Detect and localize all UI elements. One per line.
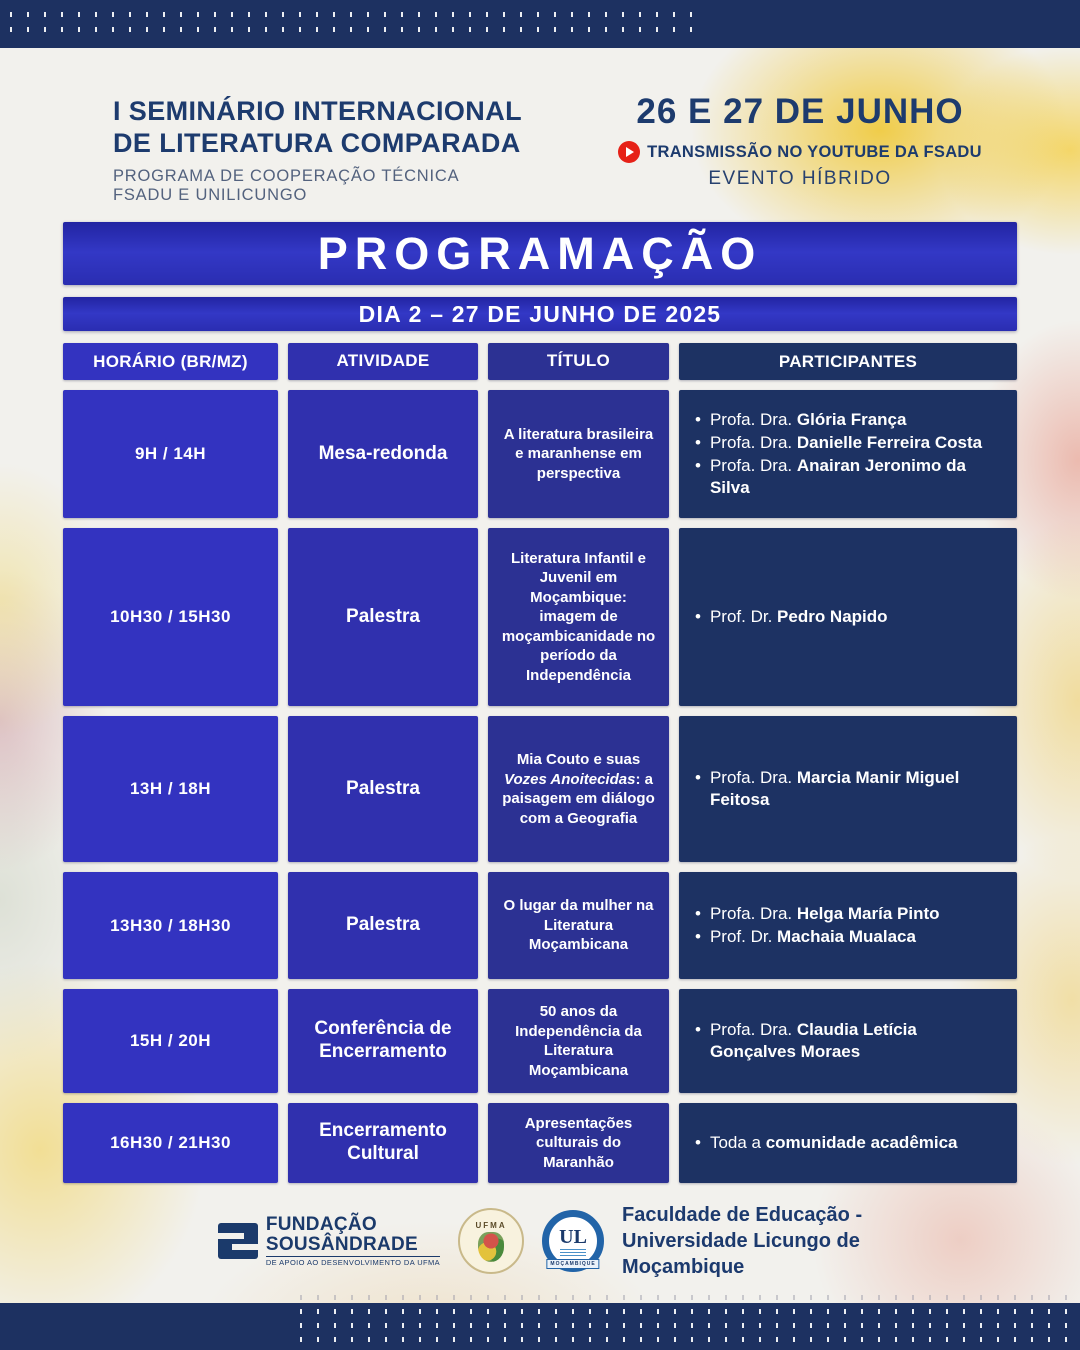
bullet-icon: • [695,432,701,452]
time-cell: 9H / 14H [63,390,278,518]
participants-cell [679,989,1017,1093]
bullet-icon: • [695,1132,701,1152]
table-row [63,1103,1017,1183]
bullet-icon: • [695,927,701,946]
dash-pattern [300,1323,1070,1328]
activity-cell: Conferência de Encerramento [288,989,478,1093]
event-subtitle-line2: FSADU E UNILICUNGO [113,186,308,205]
title-cell: Literatura Infantil e Juvenil em Moçambique: imagem de moçambicanidade no período da Independência [488,528,669,706]
fs-mark-icon [218,1223,258,1259]
title-cell: Mia Couto e suas Vozes Anoitecidas: a paisagem em diálogo com a Geografia [488,716,669,862]
participant-item: • Prof. Dr. Machaia Mualaca [695,926,940,948]
event-title-block [113,96,522,206]
faculty-line2: Universidade Licungo de [622,1230,860,1252]
col-header-atividade: ATIVIDADE [288,343,478,380]
event-date: 26 E 27 DE JUNHO [636,92,964,131]
participant-item: • Profa. Dra. Anairan Jeronimo da Silva [695,455,1001,499]
dash-pattern [10,27,700,32]
fs-name-line2: SOUSÂNDRADE [265,1233,419,1255]
participant-item: • Profa. Dra. Glória França [695,409,1001,431]
water-waves-icon [560,1249,586,1256]
ufma-crest-icon [478,1232,504,1262]
faculty-text [622,1202,862,1280]
fs-tagline: DE APOIO AO DESENVOLVIMENTO DA UFMA [265,1258,441,1268]
program-section [63,222,1017,1193]
participant-item: • Toda a comunidade acadêmica [695,1132,958,1154]
bullet-icon: • [695,456,701,475]
table-row [63,989,1017,1093]
bullet-icon: • [695,606,701,626]
footer-logos [0,1202,1080,1280]
dash-pattern [300,1337,1070,1342]
bullet-icon: • [695,767,701,787]
top-navy-bar [0,0,1080,48]
table-row [63,528,1017,706]
col-header-participantes: PARTICIPANTES [679,343,1017,380]
col-header-horario: HORÁRIO (BR/MZ) [63,343,278,380]
activity-cell: Encerramento Cultural [288,1103,478,1183]
faculty-line3: Moçambique [622,1256,745,1278]
ufma-seal-icon [458,1208,524,1274]
program-banner: PROGRAMAÇÃO [63,222,1017,285]
activity-cell: Palestra [288,872,478,979]
table-header-row [63,343,1017,380]
participant-item: • Profa. Dra. Marcia Manir Miguel Feitosa [695,767,1001,811]
time-cell: 15H / 20H [63,989,278,1093]
event-title-line1: I SEMINÁRIO INTERNACIONAL [113,96,523,126]
transmission-text: TRANSMISSÃO NO YOUTUBE DA FSADU [647,142,982,161]
event-date-block [588,92,1012,190]
time-cell: 13H30 / 18H30 [63,872,278,979]
ul-banner: MOÇAMBIQUE [546,1259,599,1269]
table-row [63,390,1017,518]
table-row [63,716,1017,862]
youtube-play-icon [618,141,640,163]
ul-monogram: UL [559,1225,587,1248]
participants-cell [679,716,1017,862]
fs-name-line1: FUNDAÇÃO [265,1213,377,1235]
title-cell: O lugar da mulher na Literatura Moçambicana [488,872,669,979]
participant-item: • Prof. Dr. Pedro Napido [695,606,888,628]
bullet-icon: • [695,1019,701,1039]
participant-item: • Profa. Dra. Danielle Ferreira Costa [695,432,1001,454]
col-header-titulo: TÍTULO [488,343,669,380]
fundacao-sousandrade-logo [218,1215,440,1268]
event-title-line2: DE LITERATURA COMPARADA [113,127,521,158]
ufma-label: UFMA [475,1220,507,1230]
participant-item: • Profa. Dra. Helga María Pinto [695,903,940,925]
participants-cell [679,528,1017,706]
participants-cell [679,390,1017,518]
activity-cell: Mesa-redonda [288,390,478,518]
faculty-line1: Faculdade de Educação - [622,1204,863,1226]
activity-cell: Palestra [288,528,478,706]
title-cell: Apresentações culturais do Maranhão [488,1103,669,1183]
dash-pattern [300,1309,1070,1314]
unilicungo-seal-icon [542,1210,604,1272]
bullet-icon: • [695,409,701,429]
title-cell: 50 anos da Independência da Literatura Moçambicana [488,989,669,1093]
time-cell: 10H30 / 15H30 [63,528,278,706]
time-cell: 16H30 / 21H30 [63,1103,278,1183]
participants-cell [679,872,1017,979]
activity-cell: Palestra [288,716,478,862]
program-table [63,343,1017,1183]
dash-pattern [10,12,700,17]
bullet-icon: • [695,903,701,923]
day-banner: DIA 2 – 27 DE JUNHO DE 2025 [63,297,1017,331]
table-row [63,872,1017,979]
dash-pattern [300,1295,1070,1300]
event-mode-text: EVENTO HÍBRIDO [708,168,892,189]
participant-item: • Profa. Dra. Claudia Letícia Gonçalves Moraes [695,1019,1001,1063]
time-cell: 13H / 18H [63,716,278,862]
event-subtitle-line1: PROGRAMA DE COOPERAÇÃO TÉCNICA [113,166,460,185]
participants-cell [679,1103,1017,1183]
title-cell: A literatura brasileira e maranhense em perspectiva [488,390,669,518]
bottom-navy-bar [0,1303,1080,1350]
